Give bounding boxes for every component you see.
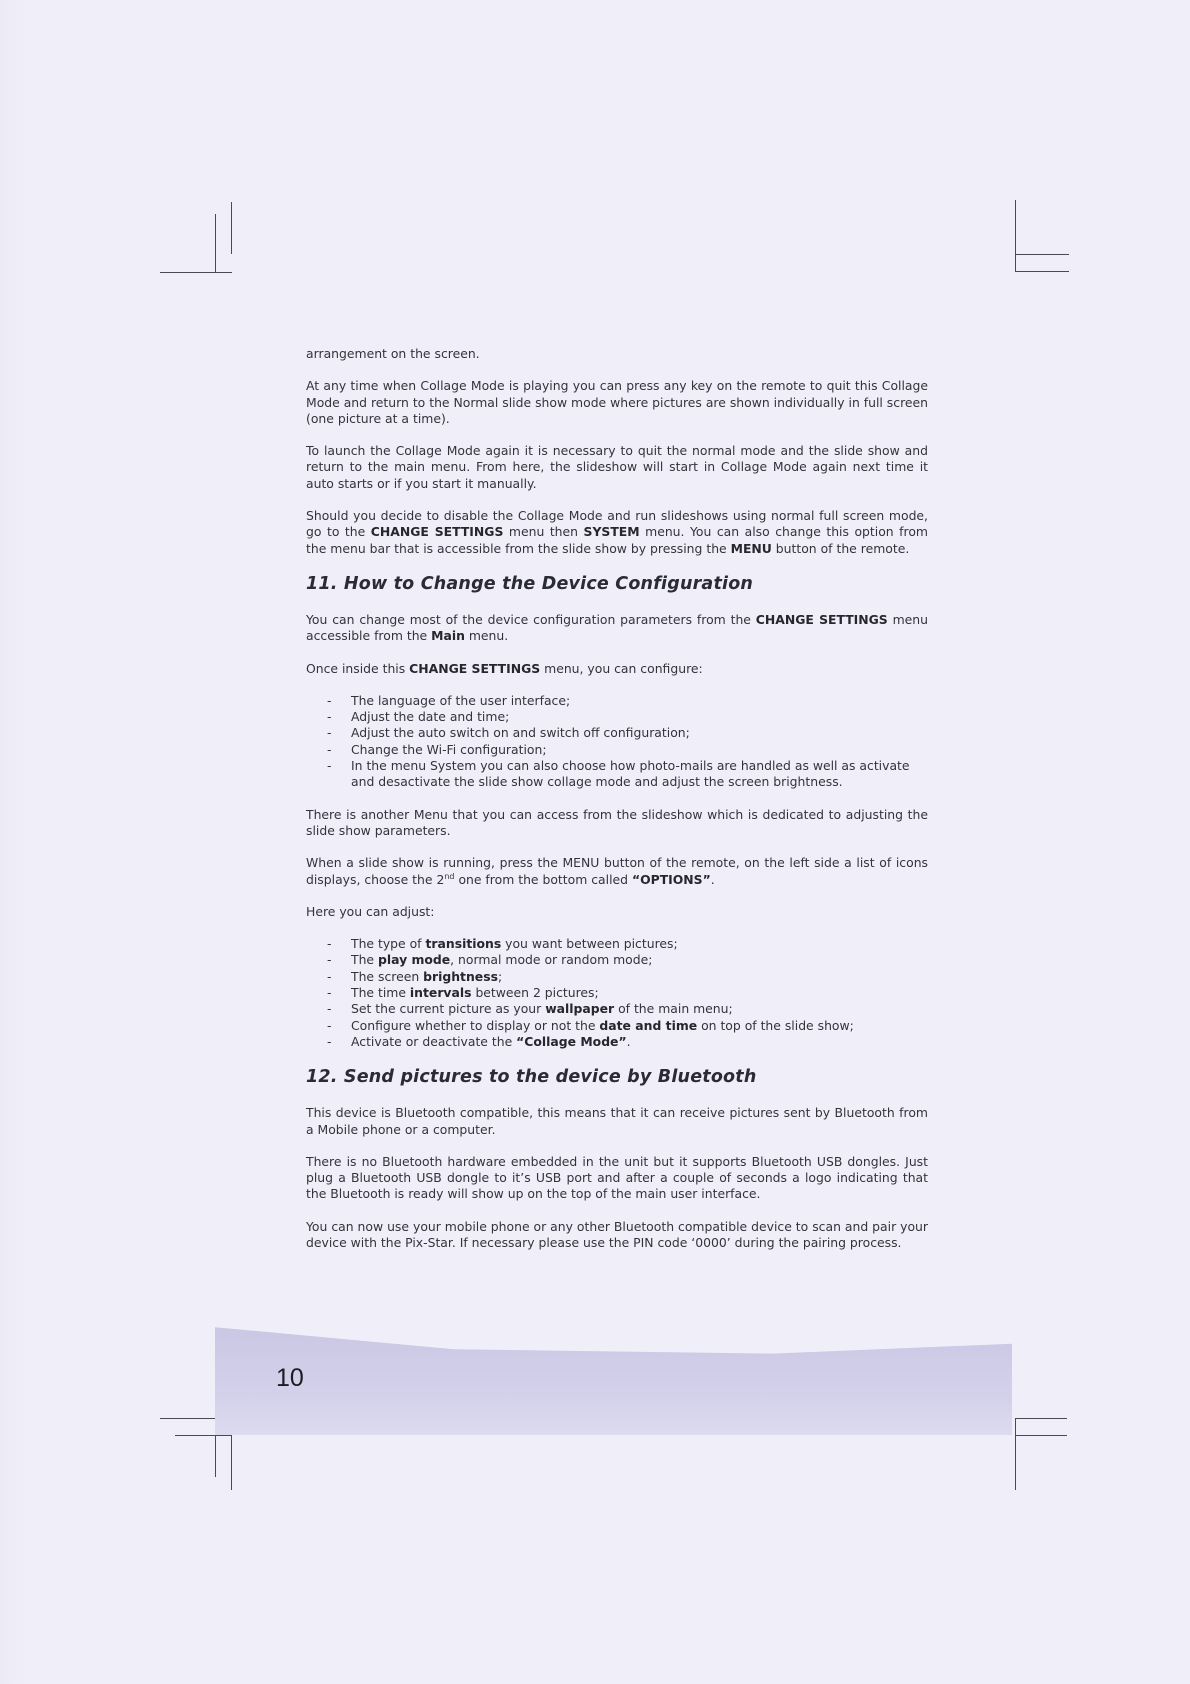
options-list <box>306 936 928 1050</box>
page-number: 10 <box>276 1364 304 1392</box>
paragraph: arrangement on the screen. <box>306 346 480 361</box>
list-item: - Adjust the date and time; <box>327 709 510 725</box>
paragraph: You can change most of the device configuration parameters from the CHANGE SETTINGS menu accessible from the Main menu. <box>306 611 928 644</box>
paragraph: At any time when Collage Mode is playing you can press any key on the remote to quit this Collage Mode and return to the Normal slide show mode where pictures are shown individually in full screen (one picture at a time). <box>306 378 928 426</box>
paragraph: Here you can adjust: <box>306 903 435 919</box>
paragraph: There is no Bluetooth hardware embedded in the unit but it supports Bluetooth USB dongles. Just plug a Bluetooth USB dongle to it’s USB port and after a couple of seconds a logo indicating that the Bluetooth is ready will show up on the top of the main user interface. <box>306 1153 928 1202</box>
paragraph: Should you decide to disable the Collage Mode and run slideshows using normal full screen mode, go to the CHANGE SETTINGS menu then SYSTEM menu. You can also change this option from the menu bar that is accessible from the slide show by pressing the MENU button of the remote. <box>306 508 928 556</box>
list-item: - The time intervals between 2 pictures; <box>327 985 599 1001</box>
paragraph: To launch the Collage Mode again it is necessary to quit the normal mode and the slide show and return to the main menu. From here, the slideshow will start in Collage Mode again next time it auto starts or if you start it manually. <box>306 443 928 491</box>
paragraph: There is another Menu that you can access from the slideshow which is dedicated to adjusting the slide show parameters. <box>306 806 928 838</box>
paragraph: This device is Bluetooth compatible, this means that it can receive pictures sent by Bluetooth from a Mobile phone or a computer. <box>306 1105 928 1137</box>
scan-edge <box>0 0 28 1684</box>
list-item: - The screen brightness; <box>327 968 503 984</box>
paragraph: When a slide show is running, press the MENU button of the remote, on the left side a list of icons displays, choose the 2nd one from the bottom called “OPTIONS”. <box>306 855 928 887</box>
paragraph: Once inside this CHANGE SETTINGS menu, you can configure: <box>306 660 703 676</box>
list-item: - The play mode, normal mode or random mode; <box>327 952 653 968</box>
list-item: - Change the Wi-Fi configuration; <box>327 741 547 757</box>
section-heading: 12. Send pictures to the device by Bluetooth <box>306 1067 757 1088</box>
list-item: - Configure whether to display or not the date and time on top of the slide show; <box>327 1017 854 1033</box>
list-item: - Activate or deactivate the “Collage Mode”. <box>327 1033 631 1049</box>
section-heading: 11. How to Change the Device Configuration <box>306 573 754 594</box>
list-item: - Adjust the auto switch on and switch off configuration; <box>327 725 690 741</box>
paragraph: You can now use your mobile phone or any other Bluetooth compatible device to scan and pair your device with the Pix-Star. If necessary please use the PIN code ‘0000’ during the pairing process. <box>306 1218 928 1250</box>
settings-list <box>306 693 928 791</box>
list-item: - In the menu System you can also choose how photo-mails are handled as well as activate and desactivate the slide show collage mode and adjust the screen brightness. <box>327 758 910 790</box>
list-item: - The type of transitions you want between pictures; <box>327 936 678 952</box>
list-item: - The language of the user interface; <box>327 692 571 708</box>
list-item: - Set the current picture as your wallpaper of the main menu; <box>327 1001 733 1017</box>
page-content <box>306 346 928 1267</box>
